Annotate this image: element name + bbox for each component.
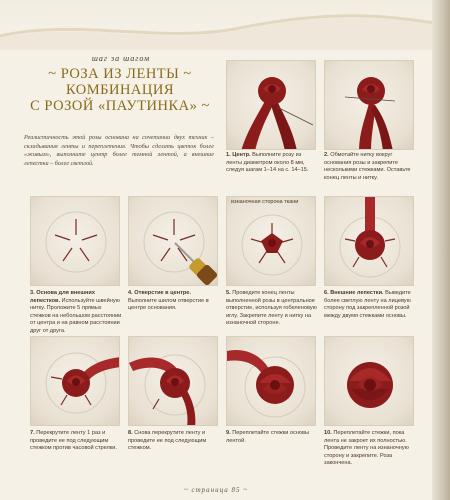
- step-2-photo: [324, 60, 414, 150]
- page-title: [20, 66, 220, 114]
- step-2-number: 2.: [324, 152, 329, 158]
- step-4-caption: [128, 290, 220, 313]
- step-8-number: 8.: [128, 430, 133, 436]
- reverse-side-label: изнаночная сторона ткани: [231, 199, 299, 205]
- step-10-photo: [324, 336, 414, 426]
- step-1-text: Выполните розу из ленты диаметром около 8 мм, следуя шагам 1–14 на с. 14–15.: [226, 152, 309, 174]
- step-2-text: Обмотайте нитку вокруг основания розы и закрепите несколькими стежками. Оставьте конец ленты и нитку.: [324, 152, 411, 181]
- step-8-caption: [128, 430, 220, 453]
- title-line-2: КОМБИНАЦИЯ: [65, 82, 175, 98]
- step-6-heading: Внешние лепестки.: [330, 290, 384, 296]
- page-number: ~ страница 85 ~: [183, 486, 249, 494]
- step-1-photo: [226, 60, 316, 150]
- step-10-text: Переплетайте стежки, пока лента не закроет их полностью. Проведите ленту на изнаночную сторону и закрепите. Роза закончена.: [324, 430, 409, 467]
- step-4-heading: Отверстие в центре.: [134, 290, 191, 296]
- step-7-text: Перекрутите ленту 1 раз и проведите ее под следующим стежком против часовой стрелки.: [30, 430, 117, 452]
- step-6-photo: [324, 196, 414, 286]
- step-6-caption: [324, 290, 416, 320]
- step-9-photo: [226, 336, 316, 426]
- step-4-text: Выполните шилом отверстие в центре основания.: [128, 297, 209, 312]
- step-3-caption: [30, 290, 122, 336]
- page-gutter: [432, 0, 450, 500]
- step-5-caption: [226, 290, 318, 328]
- section-kicker: шаг за шагом: [91, 54, 151, 63]
- step-8-text: Снова перекрутите ленту и проведите ее под следующим стежком.: [128, 430, 207, 452]
- step-1-number: 1.: [226, 152, 231, 158]
- step-9-caption: [226, 430, 318, 445]
- intro-paragraph: Реалистичность этой розы основана на сочетании двух техник – складывания ленты и переплетения. Чтобы сделать цветок более «живым», выполните центр более темной лентой, а внешние лепестки – более светлой.: [24, 134, 214, 167]
- step-9-text: Переплетайте стежки основы лентой.: [226, 430, 310, 444]
- decorative-top-ribbon: [0, 0, 450, 50]
- title-line-1: ~ РОЗА ИЗ ЛЕНТЫ ~: [48, 66, 192, 82]
- step-5-number: 5.: [226, 290, 231, 296]
- step-1-heading: Центр.: [232, 152, 251, 158]
- step-4-photo: [128, 196, 218, 286]
- step-10-caption: [324, 430, 416, 468]
- step-3-heading: Основа для внешних лепестков.: [30, 290, 95, 304]
- step-1-caption: [226, 152, 318, 175]
- step-6-number: 6.: [324, 290, 329, 296]
- title-line-3: С РОЗОЙ «ПАУТИНКА» ~: [30, 98, 210, 114]
- step-3-text: Используйте швейную нитку. Проложите 5 прямых стежков на небольшом расстоянии от центра и на равном расстоянии друг от друга.: [30, 297, 122, 334]
- step-5-text: Проведите конец ленты выполненной розы в центральное отверстие, используя гобеленовую иглу. Закрепите ленту и нитку на изнаночной стороне.: [226, 290, 317, 327]
- step-7-caption: [30, 430, 122, 453]
- step-8-photo: [128, 336, 218, 426]
- step-3-photo: [30, 196, 120, 286]
- step-3-number: 3.: [30, 290, 35, 296]
- step-6-text: Выведите более светлую ленту на лицевую сторону под закрепленной розой между двумя стежками основы.: [324, 290, 411, 319]
- step-2-caption: [324, 152, 416, 182]
- step-5-photo: [226, 196, 316, 286]
- step-4-number: 4.: [128, 290, 133, 296]
- step-9-number: 9.: [226, 430, 231, 436]
- step-10-number: 10.: [324, 430, 332, 436]
- step-7-number: 7.: [30, 430, 35, 436]
- step-7-photo: [30, 336, 120, 426]
